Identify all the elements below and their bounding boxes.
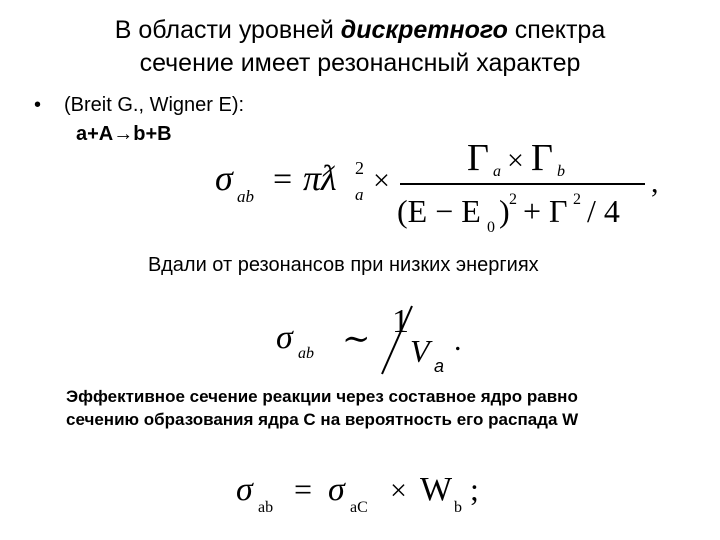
f3-semicolon: ; [470, 471, 479, 507]
title-text-end: спектра [507, 16, 606, 44]
f3-times: × [390, 474, 407, 507]
f1-pi-lambda: πƛ [303, 158, 337, 198]
compound-nucleus-statement [66, 385, 578, 431]
f1-sub-0: 0 [487, 219, 495, 236]
compound-formula [230, 462, 520, 522]
breit-wigner-formula [205, 140, 675, 240]
f2-sigma: σ [276, 319, 293, 356]
f2-period: . [454, 324, 462, 357]
title-line-2: сечение имеет резонансный характер [139, 49, 581, 77]
f1-equals: = [273, 161, 293, 198]
f3-sigma: σ [236, 471, 253, 508]
caption-low-energy: Вдали от резонансов при низких энергиях [148, 254, 539, 276]
f1-den-open: (E − E [397, 193, 481, 229]
f1-exp2: 2 [355, 158, 364, 178]
low-energy-formula [270, 300, 480, 380]
f3-sub-ab: ab [258, 499, 274, 516]
f1-num-times: × [507, 144, 524, 177]
f2-sub-a: a [434, 356, 445, 376]
f1-den-close: ) [499, 193, 510, 229]
f3-sub-b: b [454, 499, 462, 516]
f3-equals: = [294, 471, 313, 507]
f3-sigma-ac: σ [328, 471, 345, 508]
f1-sub-ab: ab [237, 187, 254, 206]
f3-sub-aC: aC [350, 499, 368, 516]
f1-den-exp1: 2 [509, 191, 517, 208]
f2-V: V [410, 333, 430, 369]
f1-num-sub-b: b [557, 163, 565, 180]
f1-den-exp2: 2 [573, 191, 581, 208]
f1-gamma-b: Γ [531, 140, 553, 179]
f1-comma: , [651, 166, 659, 199]
reaction-equation: a+A→b+B [76, 123, 172, 145]
slide-title [0, 14, 720, 80]
title-text-start: В области уровней [114, 16, 341, 44]
f2-one: 1 [392, 303, 409, 340]
f3-W: W [420, 471, 453, 508]
f1-sigma: σ [215, 158, 233, 198]
statement-line-1: Эффективное сечение реакции через составное ядро равно [66, 387, 578, 406]
f1-over4: / 4 [587, 193, 620, 229]
title-emphasis: дискретного [340, 16, 508, 44]
f1-times: × [373, 164, 390, 197]
bullet-item [34, 94, 244, 117]
f1-num-sub-a: a [493, 163, 501, 180]
f1-plus-gamma: + Γ [523, 193, 568, 229]
bullet-text: (Breit G., Wigner E): [64, 94, 245, 116]
title-line-1 [0, 14, 720, 47]
f1-gamma-a: Γ [467, 140, 489, 179]
f2-sub-ab: ab [298, 345, 314, 362]
statement-line-2: сечению образования ядра С на вероятность его распада W [66, 410, 579, 429]
bullet-dot: • [34, 94, 42, 116]
f1-sub-a: a [355, 185, 364, 204]
f2-relation: ∼ [342, 321, 371, 358]
